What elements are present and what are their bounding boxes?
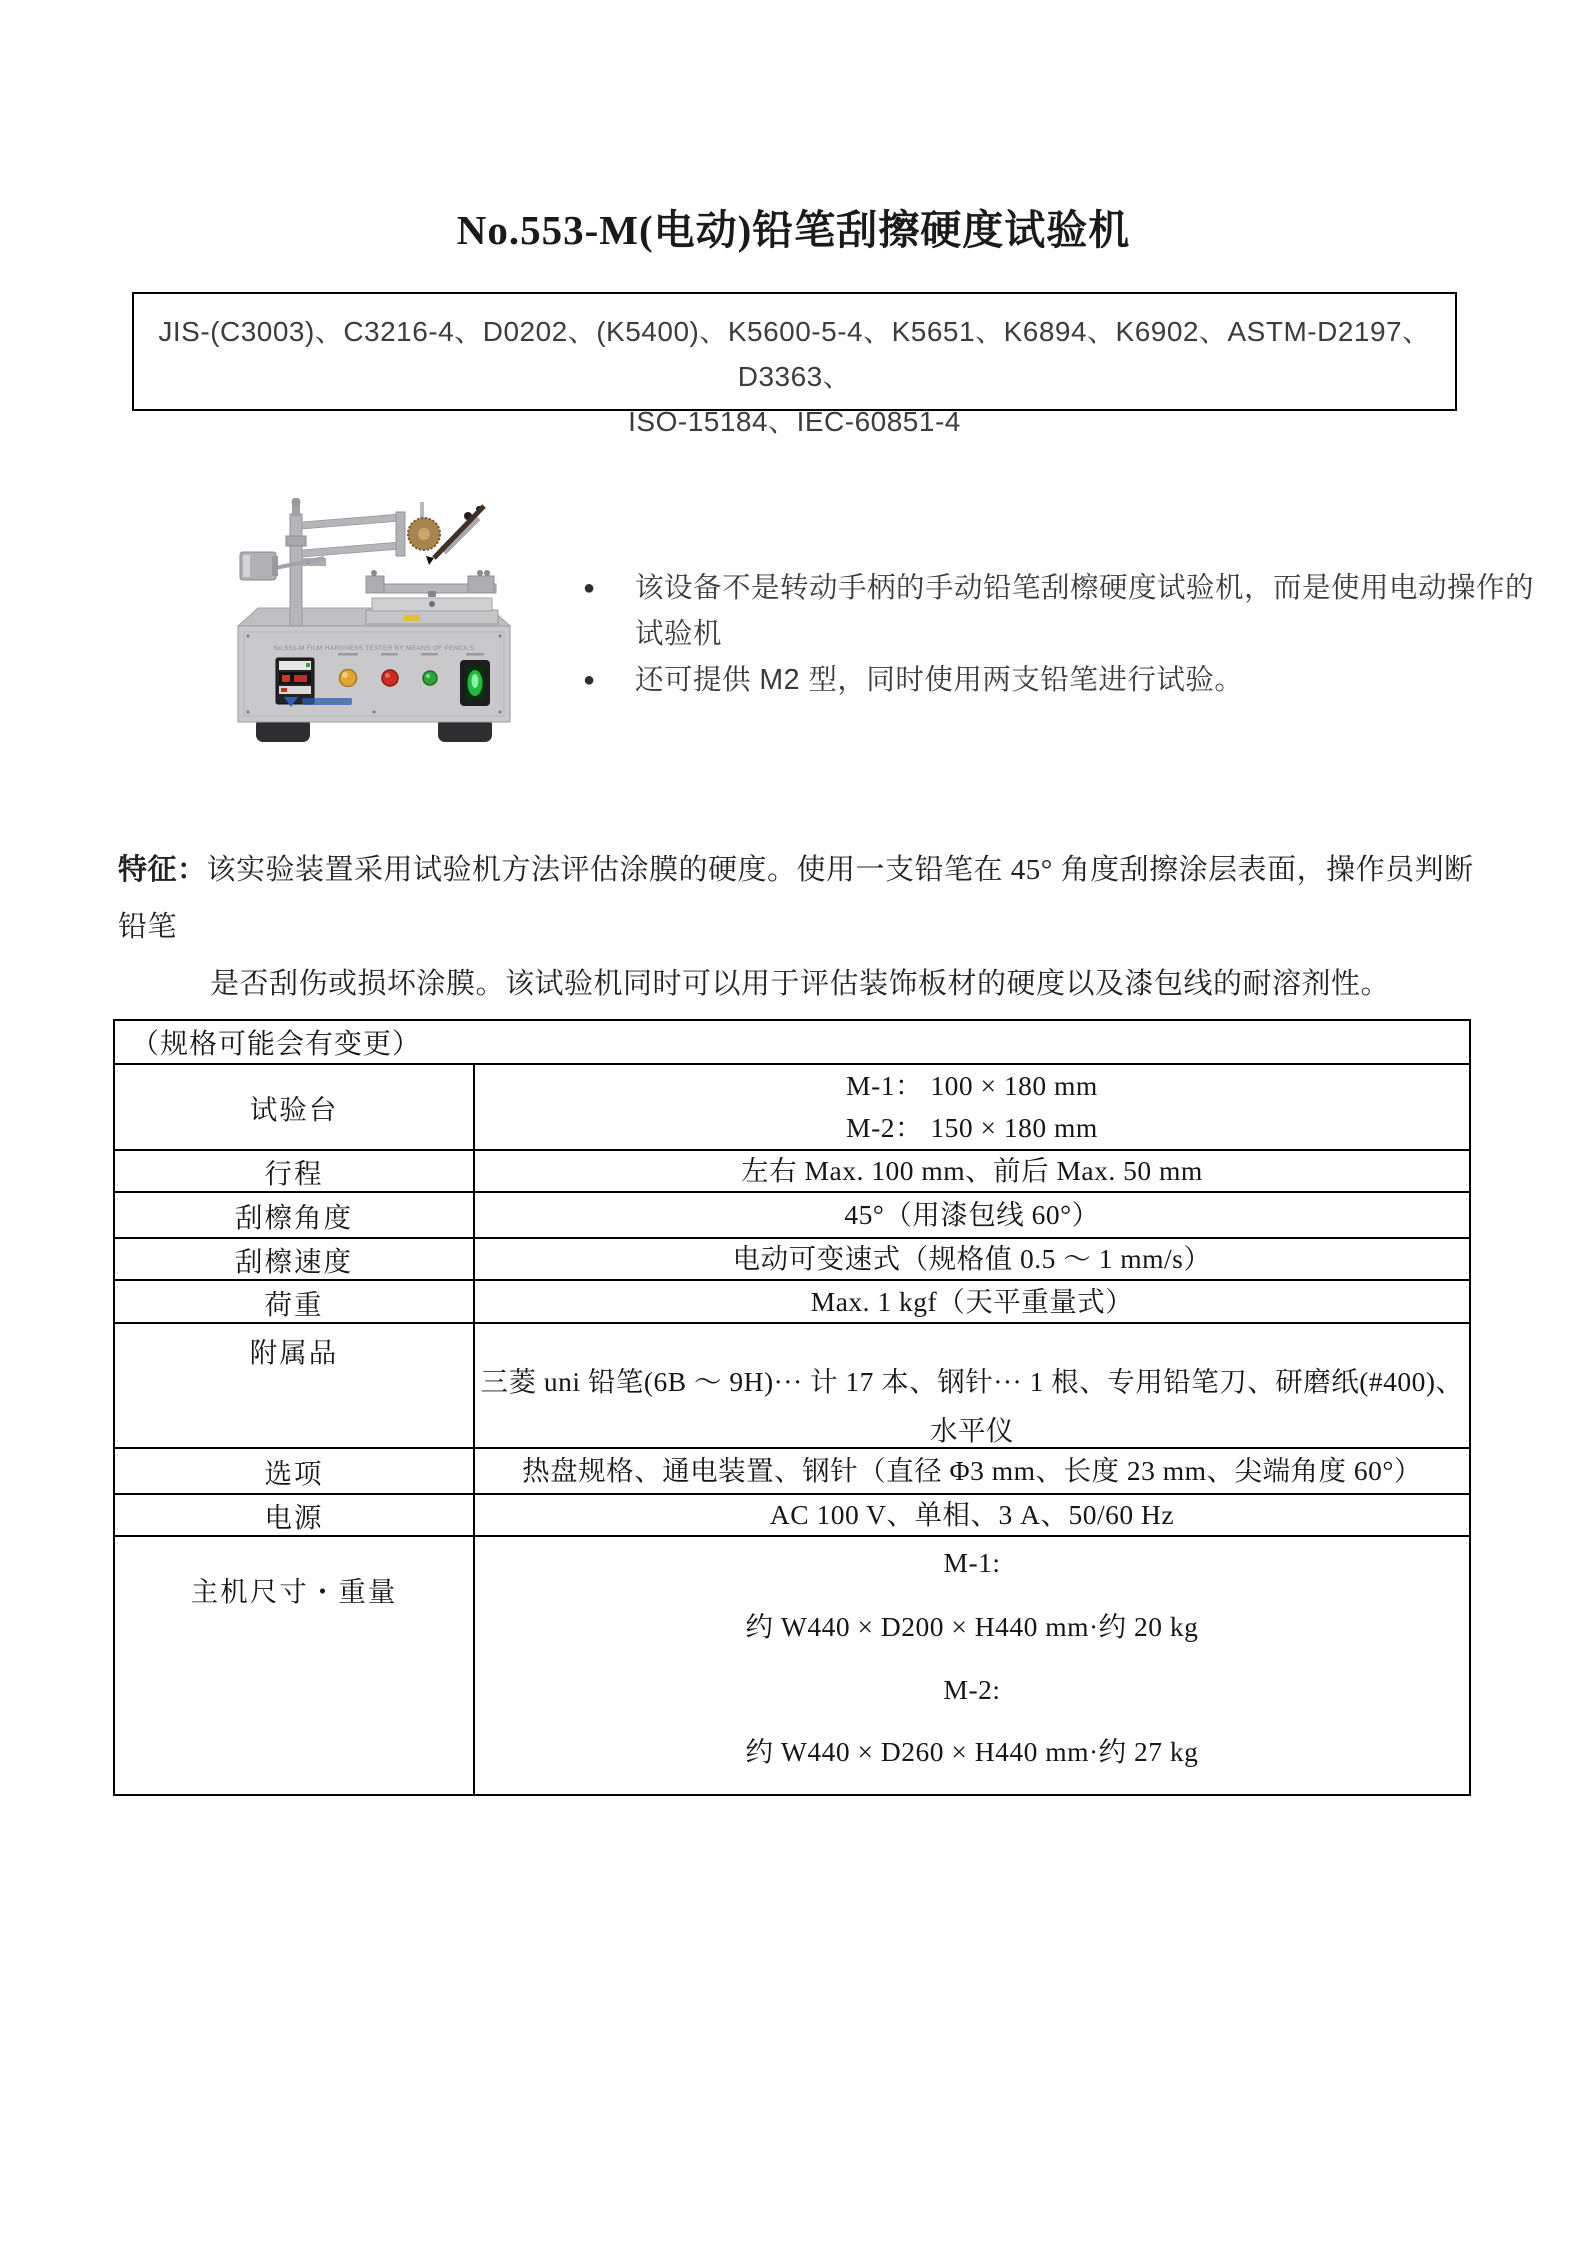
features-label: 特征：: [118, 854, 207, 886]
standards-line: JIS-(C3003)、C3216-4、D0202、(K5400)、K5600-5-4、K5651、K6894、K6902、ASTM-D2197、D3363、: [158, 316, 1431, 392]
table-row: [114, 1192, 1470, 1238]
spec-value-line: M-2： 150 × 180 mm: [846, 1112, 1098, 1143]
spec-value-line: 三菱 uni 铅笔(6B ～ 9H)··· 计 17 本、钢针··· 1 根、专用铅笔刀、研磨纸(#400)、: [480, 1366, 1464, 1397]
spec-value-line: M-1： 100 × 180 mm: [846, 1070, 1098, 1101]
power-switch: [460, 653, 490, 706]
table-row: [114, 1020, 1470, 1064]
features-paragraph: [118, 842, 1488, 1013]
test-stage: [366, 570, 498, 624]
spec-value-line: 左右 Max. 100 mm、前后 Max. 50 mm: [741, 1155, 1203, 1186]
bullet-icon: ●: [583, 577, 596, 599]
machine-photo: [228, 498, 520, 746]
spec-value: [474, 1280, 1470, 1323]
spec-label: 试验台: [114, 1064, 474, 1150]
table-caption: （规格可能会有变更）: [114, 1020, 1470, 1064]
standards-box: [132, 292, 1457, 437]
table-row: [114, 1238, 1470, 1280]
table-row: [114, 1064, 1470, 1150]
spec-value: [474, 1536, 1470, 1795]
spec-label: 刮檫角度: [114, 1192, 474, 1238]
list-item: [583, 565, 1543, 657]
spec-value-line: 热盘规格、通电装置、钢针（直径 Φ3 mm、长度 23 mm、尖端角度 60°）: [522, 1455, 1422, 1486]
spec-value: [474, 1064, 1470, 1150]
spec-value-line: 45°（用漆包线 60°）: [844, 1199, 1100, 1230]
spec-value-line: 电动可变速式（规格值 0.5 ～ 1 mm/s）: [732, 1243, 1212, 1274]
bullet-text-line: 该设备不是转动手柄的手动铅笔刮檫硬度试验机，而是使用电动操作的: [635, 572, 1535, 604]
bullet-text-line: 还可提供 M2 型，同时使用两支铅笔进行试验。: [635, 664, 1244, 696]
list-item: [583, 657, 1543, 703]
spec-label: 附属品: [114, 1323, 474, 1448]
table-row: [114, 1494, 1470, 1536]
spec-label: 电源: [114, 1494, 474, 1536]
table-row: [114, 1323, 1470, 1448]
spec-label: 选项: [114, 1448, 474, 1494]
bullet-text-line: 试验机: [635, 618, 723, 650]
spec-label: 行程: [114, 1150, 474, 1192]
spec-label: 主机尺寸・重量: [114, 1536, 474, 1795]
features-line: 是否刮伤或损坏涂膜。该试验机同时可以用于评估装饰板材的硬度以及漆包线的耐溶剂性。: [210, 968, 1391, 1000]
spec-value-line: 水平仪: [930, 1415, 1014, 1446]
spec-value: [474, 1323, 1470, 1448]
table-row: [114, 1536, 1470, 1795]
table-row: [114, 1150, 1470, 1192]
spec-value-line: 约 W440 × D260 × H440 mm·约 27 kg: [745, 1736, 1199, 1767]
page-title: No.553-M(电动)铅笔刮擦硬度试验机: [456, 207, 1131, 253]
spec-value-line: M-1:: [943, 1547, 1001, 1578]
table-row: [114, 1280, 1470, 1323]
spec-value: [474, 1448, 1470, 1494]
spec-value: [474, 1238, 1470, 1280]
spec-value-line: 约 W440 × D200 × H440 mm·约 20 kg: [745, 1611, 1199, 1642]
standards-line: ISO-15184、IEC-60851-4: [628, 406, 961, 437]
features-text: 该实验装置采用试验机方法评估涂膜的硬度。使用一支铅笔在 45° 角度刮擦涂层表面，操作员判断铅笔: [118, 854, 1474, 943]
panel-model-label: No.553-M FILM HARDNESS TESTER BY MEANS OF PENCILS: [273, 645, 475, 652]
table-row: [114, 1448, 1470, 1494]
bullet-icon: ●: [583, 669, 596, 691]
spec-value-line: M-2:: [943, 1674, 1001, 1705]
spec-value-line: Max. 1 kgf（天平重量式）: [810, 1285, 1134, 1317]
spec-value: [474, 1494, 1470, 1536]
spec-label: 荷重: [114, 1280, 474, 1323]
spec-value-line: AC 100 V、单相、3 A、50/60 Hz: [769, 1499, 1175, 1530]
spec-table: [113, 1019, 1471, 1796]
spec-label: 刮檫速度: [114, 1238, 474, 1280]
feature-bullet-list: [583, 565, 1543, 703]
dial-wheel: [408, 502, 440, 550]
spec-value: [474, 1192, 1470, 1238]
spec-value: [474, 1150, 1470, 1192]
features-line: [118, 842, 1488, 956]
